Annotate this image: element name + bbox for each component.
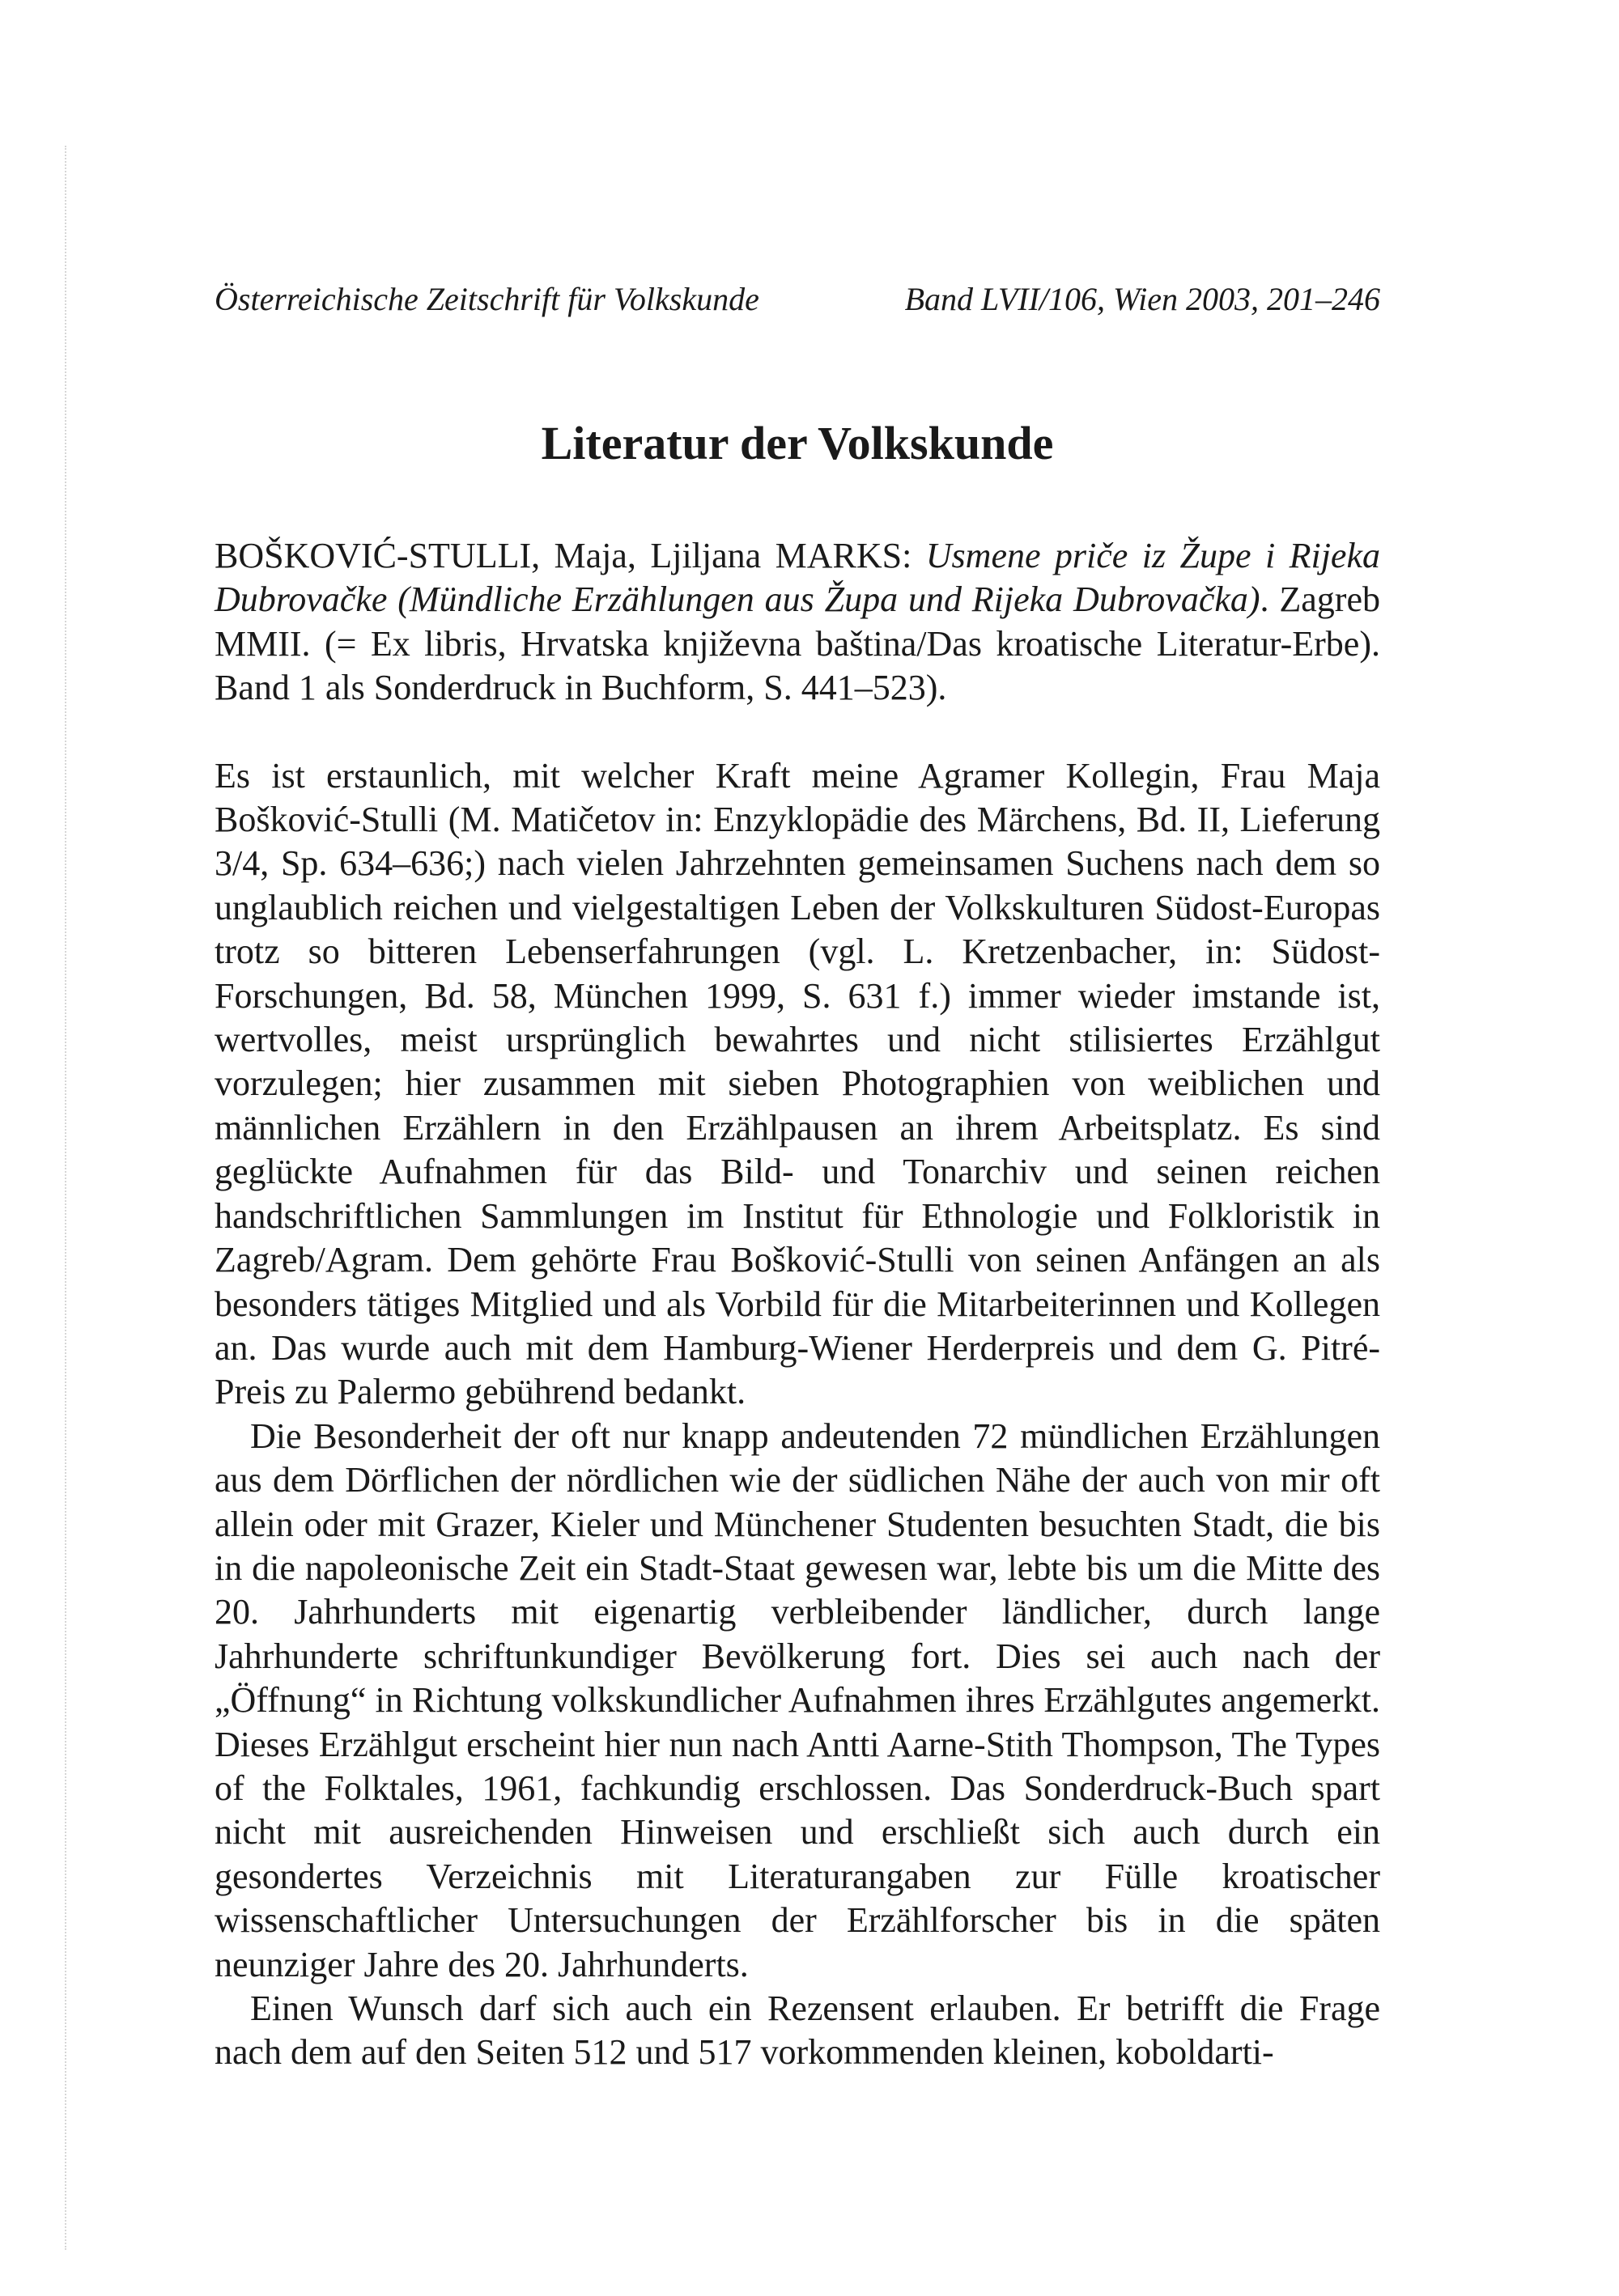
scan-edge-dots — [65, 146, 66, 2250]
citation-details: . Zagreb MMII. (= Ex libris, Hrvatska književna baština/Das kroatische Literatur-Erbe). Band 1 als Sonderdruck in Buchform, S. 441–523). — [215, 579, 1380, 708]
citation-authors: BOŠKOVIĆ-STULLI, Maja, Ljiljana MARKS: — [215, 536, 926, 575]
paragraph-2: Die Besonderheit der oft nur knapp andeutenden 72 mündlichen Erzählungen aus dem Dörflichen der nördlichen wie der südlichen Nähe der auch von mir oft allein oder mit Grazer, Kieler und Münchener Studenten besuchten Stadt, die bis in die napoleonische Zeit ein Stadt-Staat gewesen war, lebte bis um die Mitte des 20. Jahrhunderts mit eigenartig verbleibender ländlicher, durch lange Jahrhunderte schriftunkundiger Bevölkerung fort. Dies sei auch nach der „Öffnung“ in Richtung volkskundlicher Aufnahmen ihres Erzählgutes angemerkt. Dieses Erzählgut erscheint hier nun nach Antti Aarne-Stith Thompson, The Types of the Folktales, 1961, fachkundig erschlossen. Das Sonderdruck-Buch spart nicht mit ausreichenden Hinweisen und erschließt sich auch durch ein gesondertes Verzeichnis mit Literaturangaben zur Fülle kroatischer wissenschaftlicher Untersuchungen der Erzählforscher bis in die späten neunziger Jahre des 20. Jahrhunderts. — [215, 1415, 1380, 1984]
section-title: Literatur der Volkskunde — [541, 417, 1054, 469]
paragraph-3: Einen Wunsch darf sich auch ein Rezensent erlauben. Er betrifft die Frage nach dem auf den Seiten 512 und 517 vorkommenden kleinen, koboldarti- — [215, 1988, 1380, 2073]
journal-title: Österreichische Zeitschrift für Volkskunde — [215, 281, 759, 317]
bibliographic-citation — [215, 534, 1380, 711]
running-head — [215, 275, 1380, 324]
citation-title: Usmene priče iz Župe i Rijeka Dubrovačke (Mündliche Erzählungen aus Župa und Rijeka Dubrovačka) — [215, 536, 1380, 620]
review-body — [215, 534, 1380, 2075]
volume-info: Band LVII/106, Wien 2003, 201–246 — [904, 281, 1380, 317]
paragraph-1: Es ist erstaunlich, mit welcher Kraft meine Agramer Kollegin, Frau Maja Bošković-Stulli (M. Matičetov in: Enzyklopädie des Märchens, Bd. II, Lieferung 3/4, Sp. 634–636;) nach vielen Jahrzehnten gemeinsamen Suchens nach dem so unglaublich reichen und vielgestaltigen Leben der Volkskulturen Südost-Europas trotz so bitteren Lebenserfahrungen (vgl. L. Kretzenbacher, in: Südost-Forschungen, Bd. 58, München 1999, S. 631 f.) immer wieder imstande ist, wertvolles, meist ursprünglich bewahrtes und nicht stilisiertes Erzählgut vorzulegen; hier zusammen mit sieben Photographien von weiblichen und männlichen Erzählern in den Erzählpausen an ihrem Arbeitsplatz. Es sind geglückte Aufnahmen für das Bild- und Tonarchiv und seinen reichen handschriftlichen Sammlungen im Institut für Ethnologie und Folkloristik in Zagreb/Agram. Dem gehörte Frau Bošković-Stulli von seinen Anfängen an als besonders tätiges Mitglied und als Vorbild für die Mitarbeiterinnen und Kollegen an. Das wurde auch mit dem Hamburg-Wiener Herderpreis und dem G. Pitré-Preis zu Palermo gebührend bedankt. — [215, 755, 1380, 1412]
